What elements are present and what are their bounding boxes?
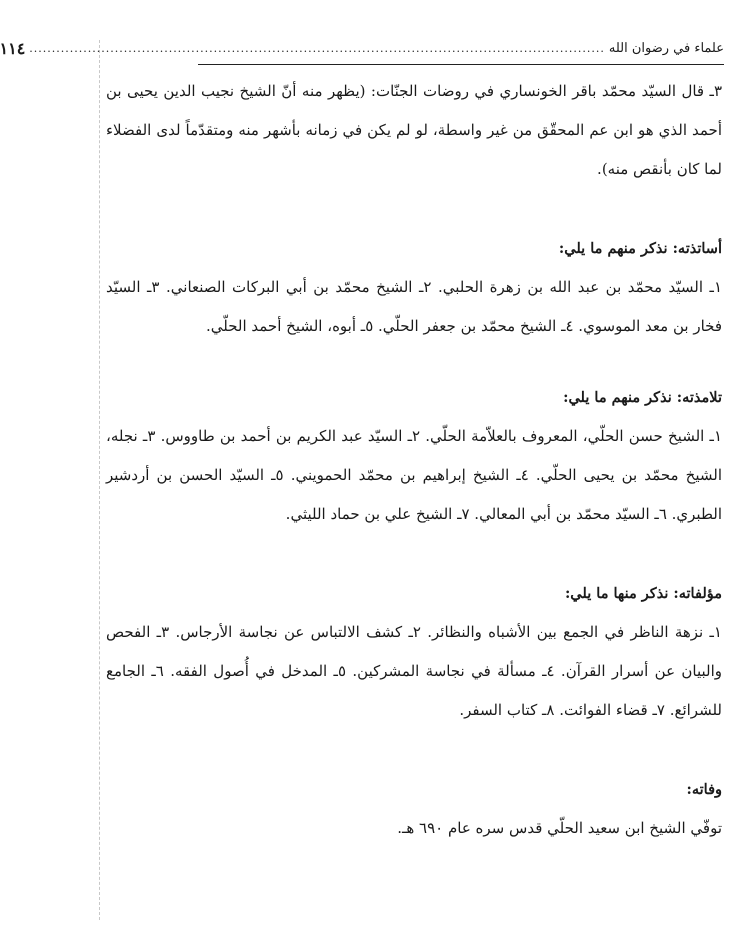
students-heading: تلامذته: نذكر منهم ما يلي: [563,389,722,406]
works-heading: مؤلفاته: نذكر منها ما يلي: [564,585,722,602]
teachers-list: ١ـ السيّد محمّد بن عبد الله بن زهرة الحلبي. ٢ـ الشيخ محمّد بن أبي البركات الصنعاني. ٣ـ السيّد فخار بن معد الموسوي. ٤ـ الشيخ محمّد بن جعفر الحلّي. ٥ـ أبوه، الشيخ أحمد الحلّي. [106,278,723,335]
page-number: ١١٤ [0,39,26,58]
teachers-heading: أساتذته: نذكر منهم ما يلي: [558,240,722,257]
section-gap [106,534,722,574]
death-paragraph: توفّي الشيخ ابن سعيد الحلّي قدس سره عام ٦٩٠ هـ. [397,819,722,837]
running-title: علماء في رضوان الله [608,41,724,56]
page-header [0,36,724,62]
section-gap [106,730,722,770]
students-list: ١ـ الشيخ حسن الحلّي، المعروف بالعلاّمة الحلّي. ٢ـ السيّد عبد الكريم بن أحمد بن طاووس. ٣ـ نجله، الشيخ محمّد بن يحيى الحلّي. ٤ـ الشيخ إبراهيم بن محمّد الحمويني. ٥ـ السيّد الحسن بن أردشير الطبري. ٦ـ السيّد محمّد بن أبي المعالي. ٧ـ الشيخ علي بن حماد الليثي. [106,427,722,523]
death-heading: وفاته: [686,781,722,798]
page-body [106,72,722,848]
works-list: ١ـ نزهة الناظر في الجمع بين الأشباه والنظائر. ٢ـ كشف الالتباس عن نجاسة الأرجاس. ٣ـ الفحص والبيان عن أسرار القرآن. ٤ـ مسألة في نجاسة المشركين. ٥ـ المدخل في أُصول الفقه. ٦ـ الجامع للشرائع. ٧ـ قضاء الفوائت. ٨ـ كتاب السفر. [106,623,723,719]
section-gap [106,346,722,378]
quote-paragraph: ٣ـ قال السيّد محمّد باقر الخونساري في روضات الجنّات: (يظهر منه أنّ الشيخ نجيب الدين يحيى بن أحمد الذي هو ابن عم المحقّق من غير واسطة، لو لم يكن في زمانه بأشهر منه ومتقدّماً لدى الفضلاء لما كان بأنقص منه). [106,82,722,178]
header-dot-leader: ................................................................................................................................ [29,42,605,55]
section-gap [106,189,722,229]
binding-edge-line [99,40,100,920]
header-rule [198,64,724,65]
